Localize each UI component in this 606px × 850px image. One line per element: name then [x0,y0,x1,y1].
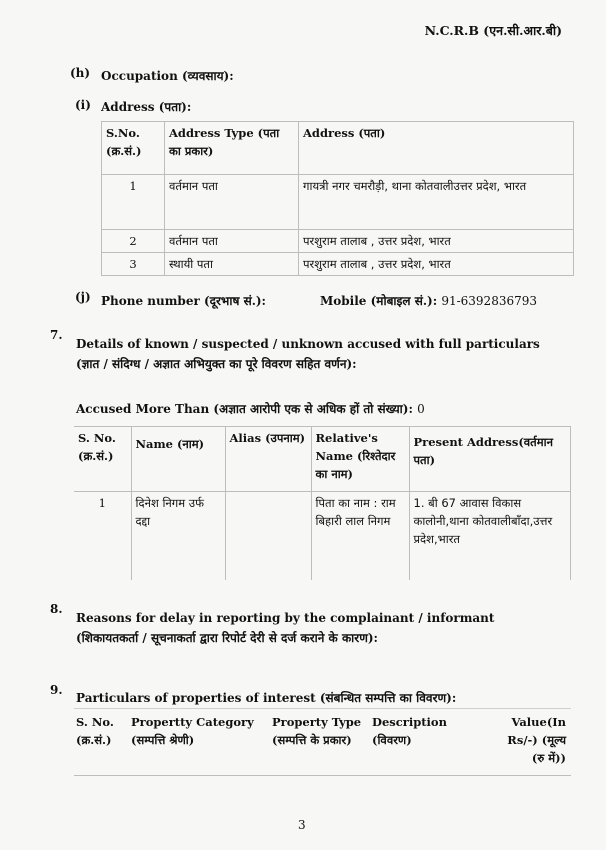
col-header-description: Description (विवरण) [372,715,447,747]
col-header-alias: Alias (उपनाम) [225,427,311,492]
col-header-sno: S. No. (क्र.सं.) [74,427,131,492]
table-header-row [102,122,574,175]
table-row: 1 वर्तमान पता गायत्री नगर चमरौड़ी, थाना कोतवालीउत्तर प्रदेश, भारत [102,175,574,230]
section-7-title: Details of known / suspected / unknown accused with full particulars (ज्ञात / संदिग्ध / अज्ञात अभियुक्त का पूरे विवरण सहित वर्णन): [76,337,540,371]
address-label: Address (पता): [101,100,192,114]
section-8-title: Reasons for delay in reporting by the complainant / informant (शिकायतकर्ता / सूचनाकर्ता द्वारा रिपोर्ट देरी से दर्ज कराने के कारण): [76,611,495,645]
phone-label: Phone number (दूरभाष सं.): [101,294,266,308]
mobile-value: 91-6392836793 [441,294,537,308]
col-header-type: Address Type (पता का प्रकार) [165,122,299,175]
col-header-address: Address (पता) [299,122,574,175]
address-table [101,121,574,276]
section-7-number: 7. [50,328,63,342]
col-header-sno: S. No. (क्र.सं.) [76,715,114,747]
col-header-sno: S.No. (क्र.सं.) [102,122,165,175]
table-divider [74,775,571,776]
col-header-present-address: Present Address(वर्तमान पता) [409,427,571,492]
occupation-label: Occupation (व्यवसाय): [101,69,234,83]
table-header-row [74,427,571,492]
col-header-name: Name (नाम) [131,427,225,492]
section-9-number: 9. [50,683,63,697]
marker-j: (j) [75,290,91,304]
col-header-value: Value(In Rs/-) (मूल्य (रु में)) [507,715,566,765]
table-row: 1 दिनेश निगम उर्फ दद्दा पिता का नाम : राम बिहारी लाल निगम 1. बी 67 आवास विकास कालोनी,थाना कोतवालीबाँदा,उत्तर प्रदेश,भारत [74,492,571,581]
table-top-border [74,708,571,709]
marker-i: (i) [75,98,91,112]
page-number: 3 [298,818,306,832]
marker-h: (h) [70,66,91,80]
col-header-relative: Relative's Name (रिश्तेदार का नाम) [311,427,409,492]
section-9-title: Particulars of properties of interest (संबन्धित सम्पत्ति का विवरण): [76,691,457,705]
col-header-category: Propertty Category (सम्पत्ति श्रेणी) [131,715,254,747]
table-row: 2 वर्तमान पता परशुराम तालाब , उत्तर प्रदेश, भारत [102,230,574,253]
table-row: 3 स्थायी पता परशुराम तालाब , उत्तर प्रदेश, भारत [102,253,574,276]
col-header-type: Property Type (सम्पत्ति के प्रकार) [272,715,362,747]
mobile-label: Mobile (मोबाइल सं.): 91-6392836793 [320,294,537,308]
accused-count: Accused More Than (अज्ञात आरोपी एक से अधिक हों तो संख्या): 0 [76,402,425,416]
header-title: N.C.R.B (एन.सी.आर.बी) [424,23,562,38]
accused-table [74,426,571,580]
section-8-number: 8. [50,602,63,616]
